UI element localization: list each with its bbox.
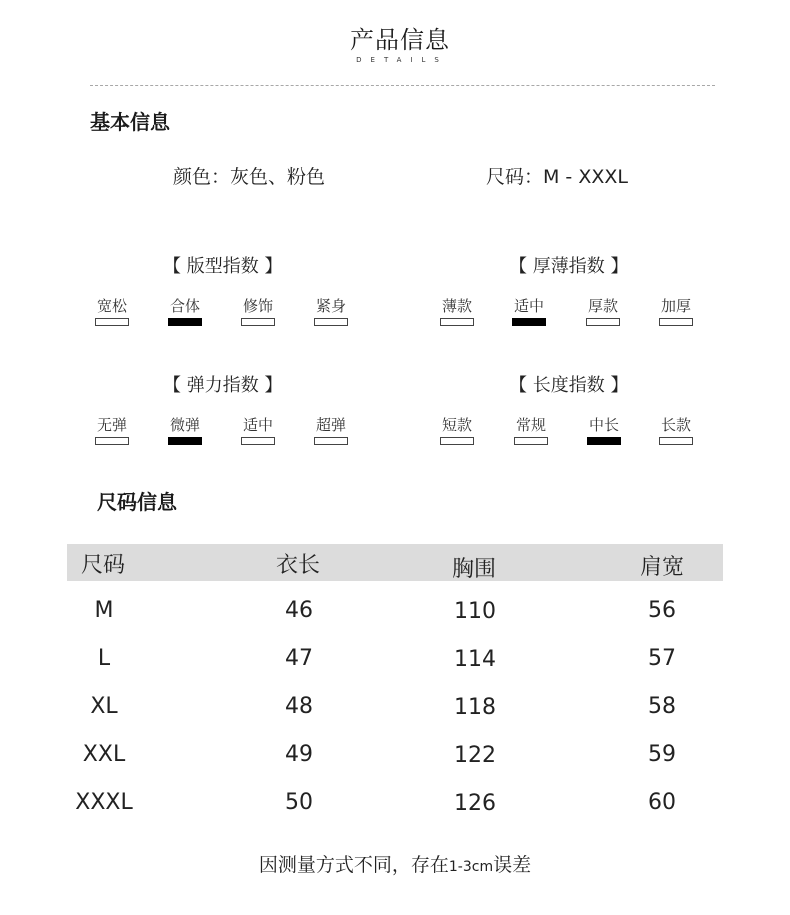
table-cell: 59 (648, 742, 676, 767)
option-indicator (586, 318, 620, 326)
option-label: 宽松 (96, 297, 127, 315)
option-label: 薄款 (441, 297, 472, 315)
table-cell: 56 (648, 598, 676, 623)
table-cell: 47 (285, 646, 313, 671)
col-header-chest: 胸围 (452, 557, 497, 582)
option-label: 合体 (169, 297, 200, 315)
note-tolerance: 1-3cm (448, 859, 494, 875)
basic-info-heading: 基本信息 (90, 110, 170, 134)
page-subtitle: DETAILS (356, 56, 448, 64)
table-cell: 122 (454, 743, 496, 768)
option-indicator-selected (587, 437, 621, 445)
length-index-title: 【 长度指数 】 (509, 375, 629, 396)
dotted-divider (90, 85, 715, 86)
elasticity-option-none (92, 416, 132, 445)
option-indicator (241, 318, 275, 326)
length-option-regular (511, 416, 551, 445)
option-indicator-selected (168, 437, 202, 445)
page-title: 产品信息 (350, 26, 450, 54)
fit-option-flattering (238, 297, 278, 326)
table-cell: XL (90, 694, 118, 719)
option-label: 适中 (513, 297, 544, 315)
fit-option-regular (165, 297, 205, 326)
option-indicator-selected (168, 318, 202, 326)
table-cell: L (97, 646, 111, 671)
option-label: 常规 (515, 416, 546, 434)
col-header-shoulder: 肩宽 (640, 555, 685, 580)
fit-index-title: 【 版型指数 】 (163, 256, 283, 277)
option-indicator (659, 437, 693, 445)
option-label: 加厚 (660, 297, 691, 315)
thickness-option-extra-thick (656, 297, 696, 326)
option-label: 无弹 (96, 416, 127, 434)
option-label: 长款 (660, 416, 691, 434)
option-indicator (241, 437, 275, 445)
size-range-info: 尺码：M - XXXL (486, 166, 628, 188)
table-cell: 48 (285, 694, 313, 719)
table-cell: M (94, 598, 114, 623)
table-cell: XXL (82, 742, 126, 767)
thickness-index-title: 【 厚薄指数 】 (509, 256, 629, 277)
option-indicator (95, 437, 129, 445)
option-indicator-selected (512, 318, 546, 326)
table-cell: 50 (285, 790, 313, 815)
option-label: 中长 (588, 416, 619, 434)
length-option-mid-long (584, 416, 624, 445)
fit-option-tight (311, 297, 351, 326)
elasticity-option-super (311, 416, 351, 445)
color-info: 颜色：灰色、粉色 (173, 166, 326, 188)
elasticity-option-medium (238, 416, 278, 445)
option-label: 适中 (242, 416, 273, 434)
table-cell: 57 (648, 646, 676, 671)
thickness-option-thick (583, 297, 623, 326)
option-indicator (314, 318, 348, 326)
table-cell: 114 (454, 647, 496, 672)
option-indicator (659, 318, 693, 326)
length-option-long (656, 416, 696, 445)
table-cell: 46 (285, 598, 313, 623)
table-cell: 49 (285, 742, 313, 767)
elasticity-option-slight (165, 416, 205, 445)
table-cell: 126 (454, 791, 496, 816)
note-text-end: 误差 (493, 854, 532, 876)
fit-option-loose (92, 297, 132, 326)
table-cell: XXXL (75, 790, 133, 815)
table-cell: 58 (648, 694, 676, 719)
length-option-short (437, 416, 477, 445)
note-text: 因测量方式不同，存在 (258, 854, 449, 876)
table-cell: 60 (648, 790, 676, 815)
option-indicator (440, 318, 474, 326)
option-indicator (95, 318, 129, 326)
table-cell: 118 (454, 695, 496, 720)
option-indicator (440, 437, 474, 445)
size-info-heading: 尺码信息 (97, 490, 177, 514)
thickness-option-medium (509, 297, 549, 326)
table-cell: 110 (454, 599, 496, 624)
col-header-length: 衣长 (276, 553, 321, 578)
option-label: 紧身 (315, 297, 346, 315)
measurement-note (0, 850, 790, 877)
option-label: 微弹 (169, 416, 200, 434)
size-table-header (67, 544, 723, 581)
option-label: 厚款 (587, 297, 618, 315)
option-label: 短款 (441, 416, 472, 434)
col-header-size: 尺码 (81, 553, 126, 578)
option-label: 修饰 (242, 297, 273, 315)
option-indicator (314, 437, 348, 445)
elasticity-index-title: 【 弹力指数 】 (163, 375, 283, 396)
option-label: 超弹 (315, 416, 346, 434)
thickness-option-thin (437, 297, 477, 326)
option-indicator (514, 437, 548, 445)
